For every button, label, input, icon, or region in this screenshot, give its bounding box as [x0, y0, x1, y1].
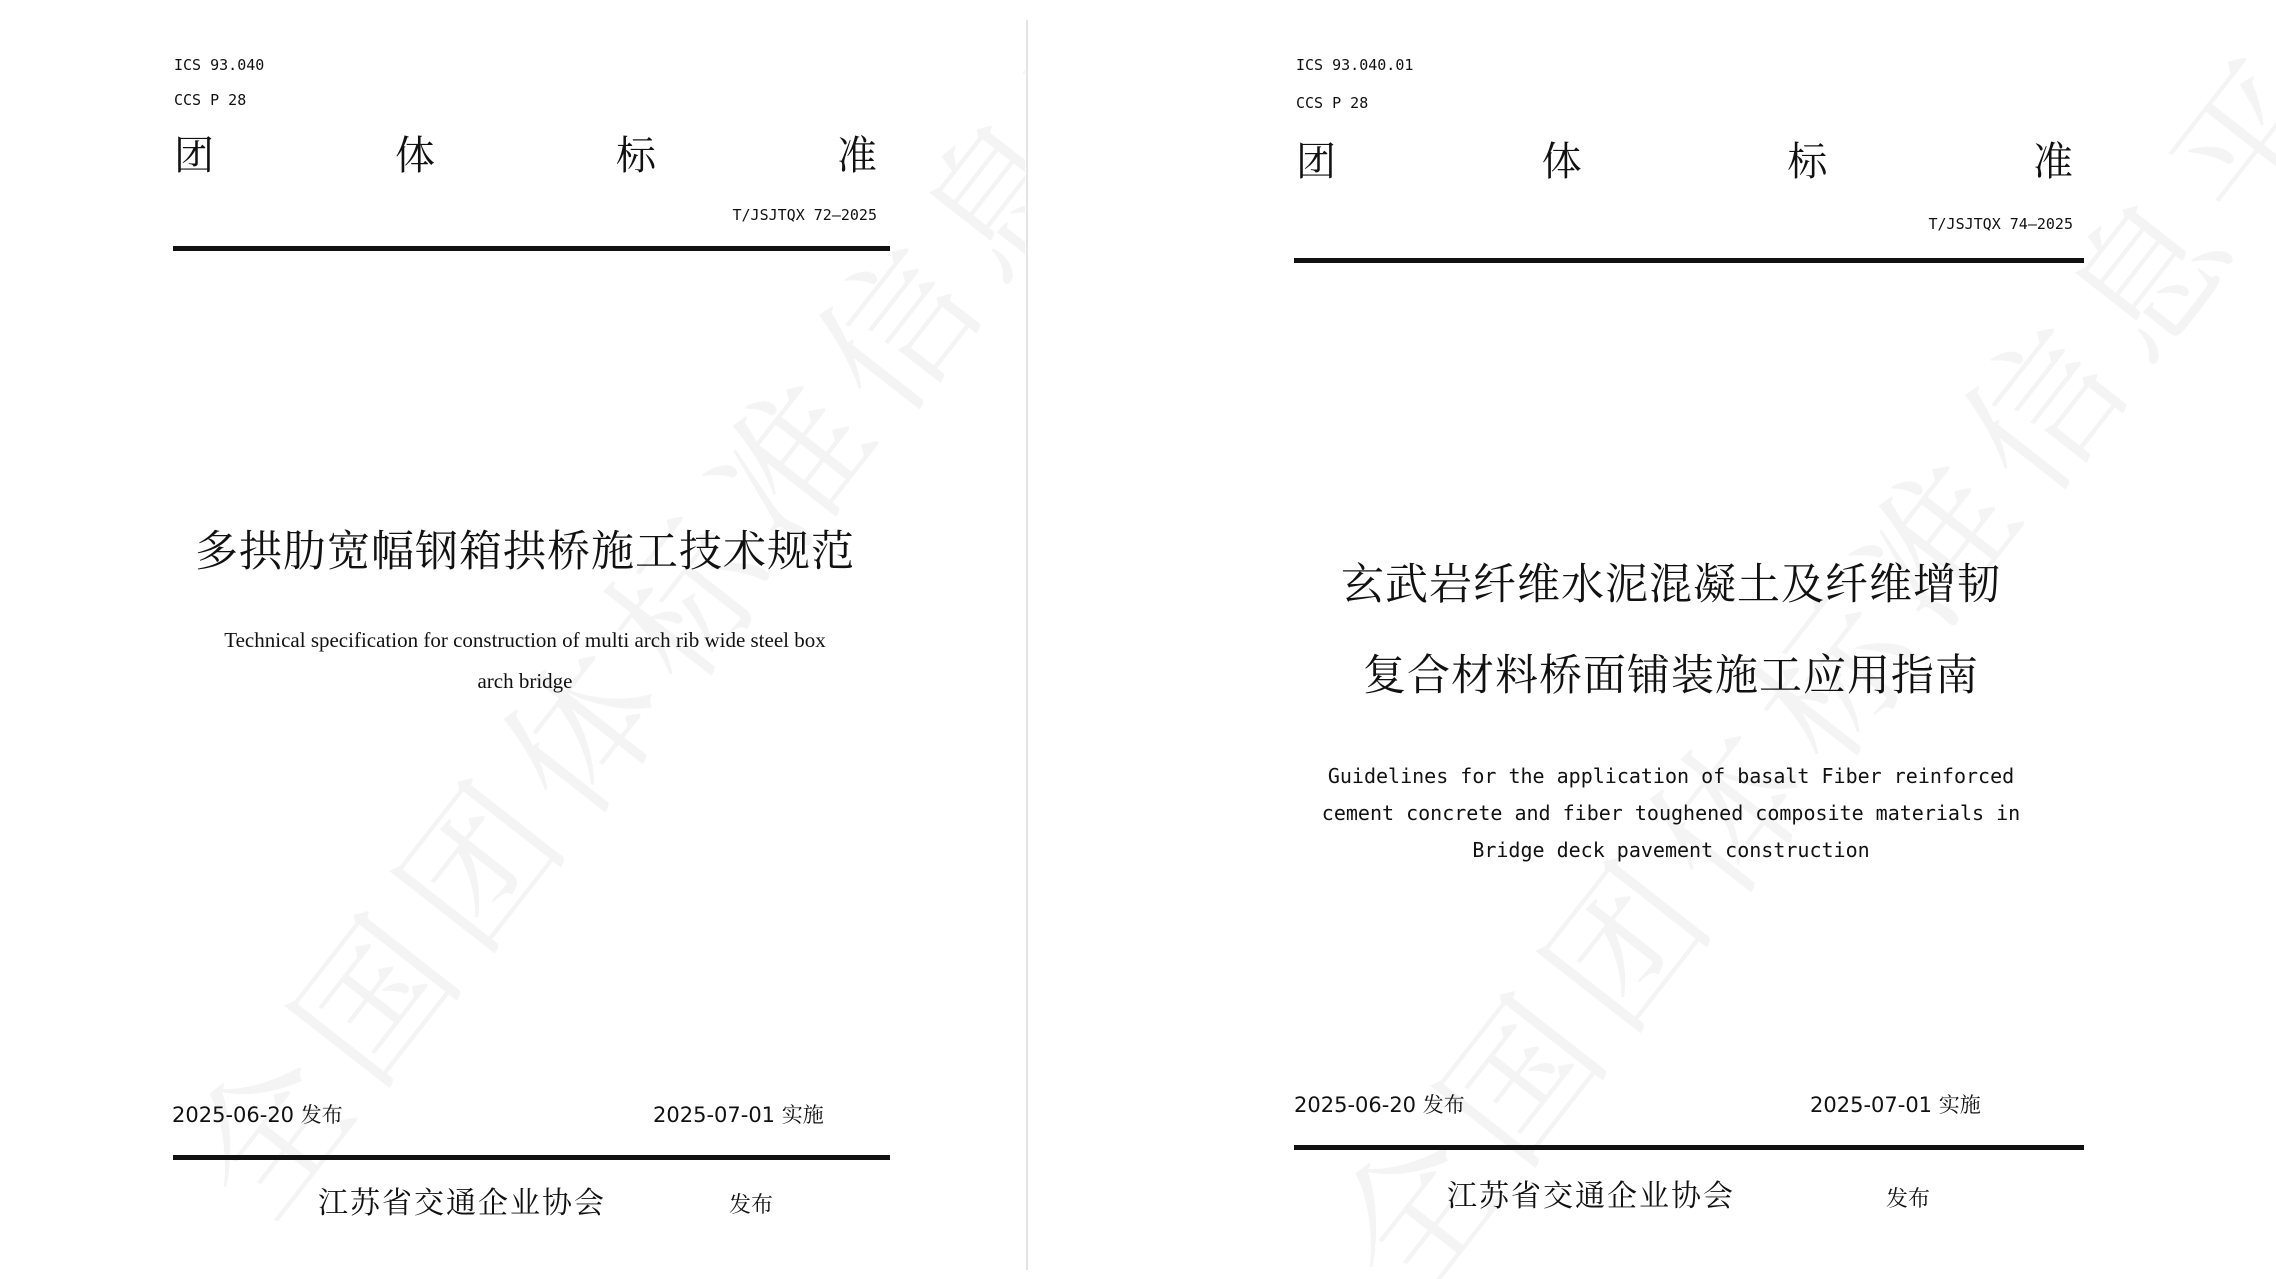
publish-date: 2025-06-20 发布: [1294, 1093, 1465, 1117]
issuing-organization: 江苏省交通企业协会: [318, 1186, 606, 1221]
header-char: 标: [1787, 139, 1828, 185]
issuing-organization: 江苏省交通企业协会: [1447, 1179, 1735, 1214]
english-title-line: Bridge deck pavement construction: [1472, 838, 1870, 862]
standard-type-heading: [174, 124, 877, 181]
header-char: 准: [2032, 139, 2073, 185]
english-title-line: arch bridge: [477, 669, 573, 693]
english-title-line: Guidelines for the application of basalt Fiber reinforced: [1327, 764, 2015, 788]
bottom-rule: [1294, 1145, 2084, 1150]
publish-date: 2025-06-20 发布: [172, 1103, 343, 1127]
ics-code: ICS 93.040.01: [1296, 56, 1414, 74]
chinese-title-line: 玄武岩纤维水泥混凝土及纤维增韧: [1341, 560, 2001, 610]
top-rule: [173, 246, 890, 251]
bottom-rule: [173, 1155, 890, 1160]
top-rule: [1294, 258, 2084, 263]
standard-number: T/JSJTQX 72—2025: [732, 206, 877, 224]
header-char: 体: [395, 133, 435, 179]
english-title: [1231, 758, 2111, 869]
header-char: 团: [174, 133, 214, 179]
english-title-line: cement concrete and fiber toughened composite materials in: [1321, 801, 2021, 825]
english-title: [150, 620, 900, 702]
ics-code: ICS 93.040: [174, 56, 265, 74]
chinese-title: [1231, 540, 2111, 722]
effective-date: 2025-07-01 实施: [653, 1103, 824, 1127]
chinese-title-line: 复合材料桥面铺装施工应用指南: [1363, 651, 1979, 701]
header-char: 体: [1541, 139, 1582, 185]
effective-date: 2025-07-01 实施: [1810, 1093, 1981, 1117]
issue-label: 发布: [1886, 1187, 1931, 1212]
right-standard-cover: [1031, 0, 2276, 1279]
standard-type-heading: [1296, 130, 2073, 187]
chinese-title: 多拱肋宽幅钢箱拱桥施工技术规范: [195, 527, 855, 577]
english-title-line: Technical specification for construction of multi arch rib wide steel box: [224, 628, 826, 652]
left-standard-cover: [0, 0, 1025, 1279]
ccs-code: CCS P 28: [1296, 94, 1369, 112]
header-char: 标: [616, 133, 656, 179]
header-char: 准: [837, 133, 877, 179]
standard-number: T/JSJTQX 74—2025: [1928, 215, 2073, 233]
header-char: 团: [1296, 139, 1336, 185]
issue-label: 发布: [729, 1193, 774, 1218]
page-divider: [1026, 20, 1028, 1270]
ccs-code: CCS P 28: [174, 91, 247, 109]
